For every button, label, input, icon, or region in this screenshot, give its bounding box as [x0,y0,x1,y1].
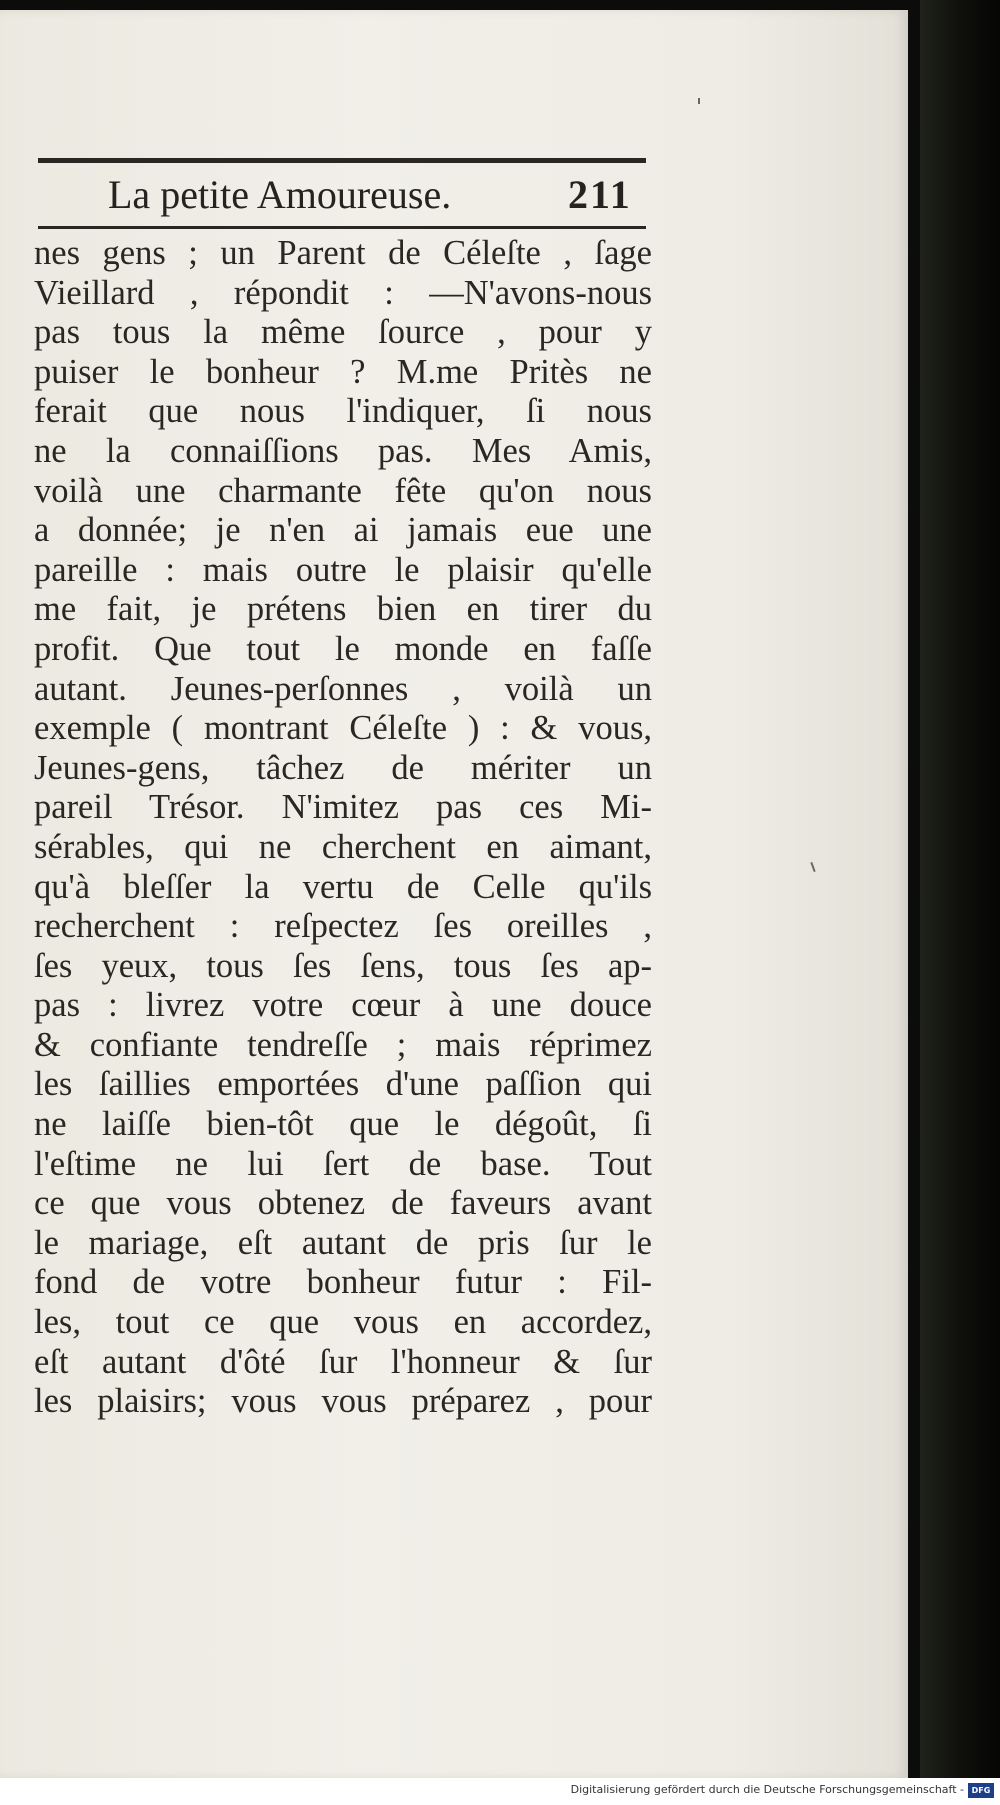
text-line: pareille : mais outre le plaisir qu'elle [34,550,652,589]
text-line: Jeunes-gens, tâchez de mériter un [34,748,652,787]
header-rule-top [38,158,646,163]
paper-speck [810,862,815,872]
text-line: les plaisirs; vous vous préparez , pour [34,1382,652,1421]
text-line: qu'à bleſſer la vertu de Celle qu'ils [34,867,652,906]
text-line: le mariage, eſt autant de pris ſur le [34,1223,652,1262]
page-header [0,165,908,225]
text-line: a donnée; je n'en ai jamais eue une [34,511,652,550]
digitization-footer [0,1778,1000,1805]
text-line: l'eſtime ne lui ſert de base. Tout [34,1144,652,1183]
text-line: & confiante tendreſſe ; mais réprimez [34,1025,652,1064]
text-line: ne la connaiſſions pas. Mes Amis, [34,431,652,470]
paper-speck [698,98,700,104]
book-page [0,10,908,1778]
text-line: les, tout ce que vous en accordez, [34,1303,652,1342]
header-rule-bottom [38,226,646,229]
text-line: profit. Que tout le monde en faſſe [34,629,652,668]
text-line: ne laiſſe bien-tôt que le dégoût, ſi [34,1105,652,1144]
text-line: pas : livrez votre cœur à une douce [34,986,652,1025]
text-line: fond de votre bonheur futur : Fil- [34,1263,652,1302]
text-line: pareil Trésor. N'imitez pas ces Mi- [34,788,652,827]
text-line: exemple ( montrant Céleſte ) : & vous, [34,709,652,748]
text-line: autant. Jeunes-perſonnes , voilà un [34,669,652,708]
page-number: 211 [568,172,632,217]
dfg-logo: DFG [968,1783,994,1798]
text-line: les ſaillies emportées d'une paſſion qui [34,1065,652,1104]
text-line: voilà une charmante fête qu'on nous [34,471,652,510]
text-line: sérables, qui ne cherchent en aimant, [34,827,652,866]
text-line: eſt autant d'ôté ſur l'honneur & ſur [34,1342,652,1381]
text-line: nes gens ; un Parent de Céleſte , ſage [34,234,652,272]
book-edge-shadow [920,0,1000,1805]
text-line: recherchent : reſpectez ſes oreilles , [34,907,652,946]
text-line: puiser le bonheur ? M.me Pritès ne [34,352,652,391]
text-line: ferait que nous l'indiquer, ſi nous [34,392,652,431]
funding-notice: Digitalisierung gefördert durch die Deutsche Forschungsgemeinschaft - [570,1783,964,1796]
text-line: ce que vous obtenez de faveurs avant [34,1184,652,1223]
body-text [34,234,652,1422]
text-line: me fait, je prétens bien en tirer du [34,590,652,629]
running-title: La petite Amoureuse. [108,172,452,217]
text-line: Vieillard , répondit : —N'avons-nous [34,273,652,312]
text-line: pas tous la même ſource , pour y [34,313,652,352]
text-line: ſes yeux, tous ſes ſens, tous ſes ap- [34,946,652,985]
